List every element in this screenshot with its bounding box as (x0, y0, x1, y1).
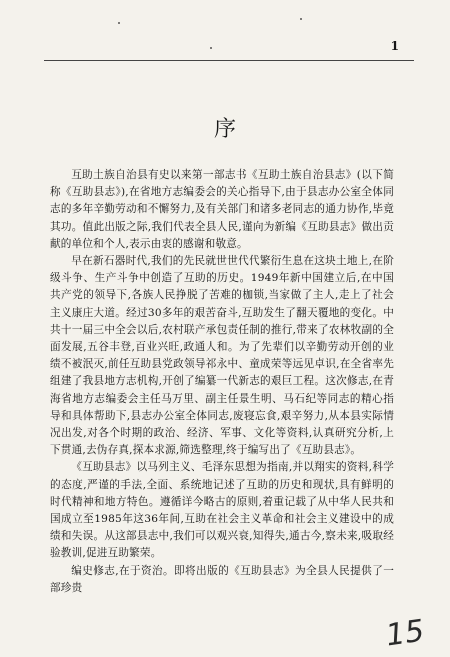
scan-speck (118, 22, 120, 24)
paragraph: 互助土族自治县有史以来第一部志书《互助土族自治县志》(以下简称《互助县志》),在省地方志编委会的关心指导下,由于县志办公室全体同志的多年辛勤劳动和不懈努力,及有关部门和诸多老同志的通力协作,毕竟其功。值此出版之际,我们代表全县人民,谨向为新编《互助县志》做出贡献的单位和个人,表示由衷的感谢和敬意。 (50, 169, 394, 250)
paragraph: 早在新石器时代,我们的先民就世世代代繁衍生息在这块土地上,在阶级斗争、生产斗争中创造了互助的历史。1949年新中国建立后,在中国共产党的领导下,各族人民挣脱了苦难的枷锁,当家做了主人,走上了社会主义康庄大道。经过30多年的艰苦奋斗,互助发生了翻天覆地的变化。中共十一届三中全会以后,农村联产承包责任制的推行,带来了农林牧副的全面发展,五谷丰登,百业兴旺,政通人和。为了先辈们以辛勤劳动开创的业绩不被泯灭,前任互助县党政领导祁永中、童成荣等远见卓识,在全省率先组建了我县地方志机构,开创了编纂一代新志的艰巨工程。这次修志,在青海省地方志编委会主任马万里、副主任景生明、马石纪等同志的精心指导和具体帮助下,县志办公室全体同志,废寝忘食,艰辛努力,从本县实际情况出发,对各个时期的政治、经济、军事、文化等资料,认真研究分析,上下贯通,去伪存真,探本求源,筛选整理,终于编写出了《互助县志》。 (50, 255, 394, 457)
body-text (50, 167, 394, 597)
page-number: 1 (390, 39, 399, 53)
handwritten-page-mark: 15 (383, 613, 427, 654)
page-title: 序 (213, 117, 236, 142)
scan-speck (300, 18, 302, 20)
scan-speck (210, 47, 212, 49)
paragraph: 编史修志,在于资治。即将出版的《互助县志》为全县人民提供了一部珍贵 (50, 564, 394, 594)
paragraph: 《互助县志》以马列主义、毛泽东思想为指南,并以翔实的资料,科学的态度,严谨的手法,全面、系统地记述了互助的历史和现状,具有鲜明的时代精神和地方特色。遵循详今略古的原则,着重记载了从中华人民共和国成立至1985年这36年间,互助在社会主义革命和社会主义建设中的成绩和失误。从这部县志中,我们可以观兴衰,知得失,通古今,察未来,吸取经验教训,促进互助繁荣。 (50, 461, 394, 560)
header-rule (44, 60, 414, 61)
